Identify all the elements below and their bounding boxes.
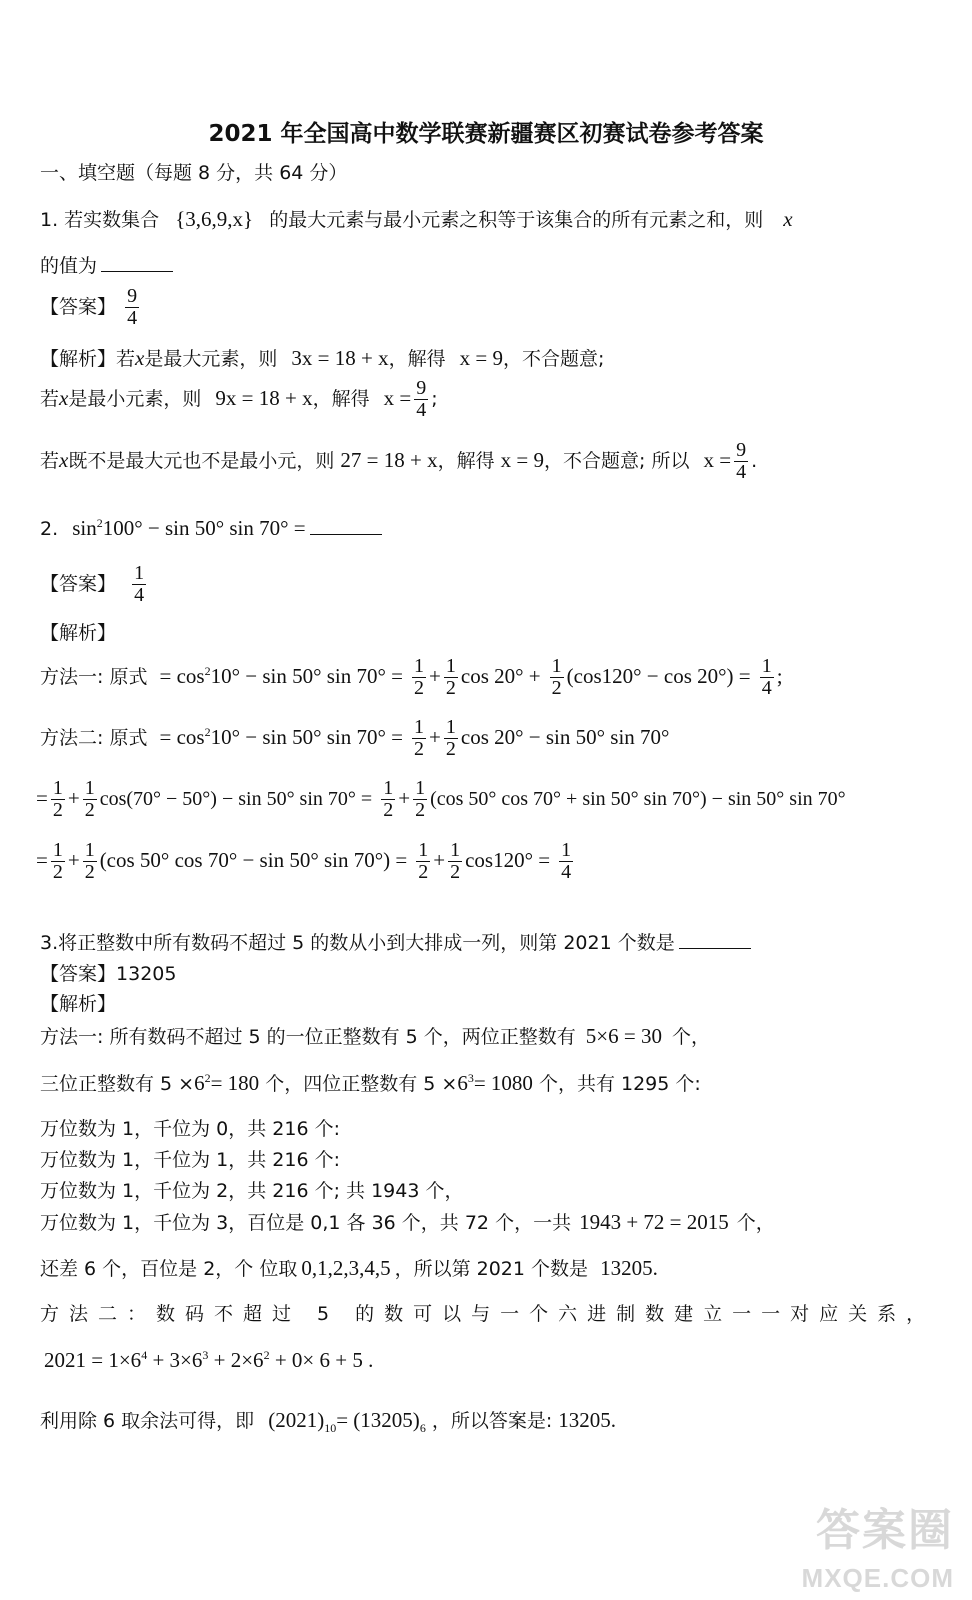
q3-row-3: 万位数为 1，千位为 2，共 216 个; 共 1943 个， <box>40 1180 464 1202</box>
q3-method-2-equation: $2021 = 1\times 6^4 + 3\times 6^3 + 2\times 6^2 + 0\times 6 + 5$ . <box>44 1348 374 1372</box>
q1-analysis-2: 若x是最小元素，则 9x = 18 + x，解得 x = $\frac{9}{4}$ ; <box>40 377 438 421</box>
answer-blank <box>101 270 173 272</box>
q3-method-2-conclusion: 利用除 6 取余法可得，即 $(2021)_{10}= (13205)_6$ ，所以答案是: 13205. <box>40 1408 617 1436</box>
page-title: 2021 年全国高中数学联赛新疆赛区初赛试卷参考答案 <box>208 121 764 147</box>
q2-analysis-label: 【解析】 <box>40 622 117 644</box>
q3-row-1: 万位数为 1，千位为 0，共 216 个: <box>40 1118 341 1140</box>
answer-blank <box>310 533 382 535</box>
q1-analysis-1: 【解析】若x是最大元素，则 3x = 18 + x，解得 x = 9，不合题意; <box>40 346 605 370</box>
q3-method-1-b: 三位正整数有 $5 \times 6^2= 180$ 个，四位正整数有 $5 \times 6^3= 1080$ 个，共有 1295 个: <box>40 1071 701 1095</box>
q3-row-2: 万位数为 1，千位为 1，共 216 个: <box>40 1149 341 1171</box>
q2-method-1: 方法一: 原式 = $\cos^210^\circ - \sin 50^\circ$ sin 70° = $\frac{1}{2}$ + $\frac{1}{2}$ cos 20° + $\frac{1}{2}$ (cos120° − cos 20°) = $\frac{1}{4}$ ; <box>40 655 783 699</box>
q2-stem: 2. $\sin^2100^\circ - \sin 50^\circ$ sin 70° = <box>40 516 382 541</box>
answer-blank <box>679 947 751 949</box>
q2-answer: 【答案】 $\frac{1}{4}$ <box>40 562 145 606</box>
q2-method-2-line-2: = $\frac{1}{2}$ + $\frac{1}{2}$ cos(70° − 50°) − sin 50° sin 70° = $\frac{1}{2}$ + $\frac{1}{2}$ (cos 50° cos 70° + sin 50° sin 70°) − sin 50° sin 70° <box>36 777 846 821</box>
q3-row-4: 万位数为 1，千位为 3，百位是 0,1 各 36 个，共 72 个，一共 1943 + 72 = 2015 个， <box>40 1210 775 1234</box>
section-heading: 一、填空题（每题 8 分，共 64 分） <box>40 162 348 184</box>
watermark-logo: 答案圈 MXQE.COM <box>801 1505 954 1593</box>
fraction: $\frac{9}{4}$ <box>127 285 138 329</box>
q2-method-2-line-3: = $\frac{1}{2}$ + $\frac{1}{2}$ (cos 50° cos 70° − sin 50° sin 70°) = $\frac{1}{2}$ + $\frac{1}{2}$ cos120° = $\frac{1}{4}$ <box>36 839 572 883</box>
q1-stem-2: 的值为 <box>40 255 173 278</box>
q3-analysis-label: 【解析】 <box>40 993 117 1015</box>
q1-analysis-3: 若x既不是最大元也不是最小元，则 27 = 18 + x，解得 x = 9，不合题意; 所以 x = $\frac{9}{4}$ . <box>40 439 758 483</box>
q3-answer: 【答案】13205 <box>40 963 177 985</box>
q1-stem: 1. 若实数集合 {3,6,9,x} 的最大元素与最小元素之积等于该集合的所有元素之和，则 x <box>40 207 793 231</box>
q3-method-2: 方法二：数码不超过 5 的数可以与一个六进制数建立一一对应关系， <box>40 1303 936 1325</box>
q3-method-1-a: 方法一: 所有数码不超过 5 的一位正整数有 5 个，两位正整数有 5×6 = 30 个， <box>40 1024 710 1048</box>
q3-row-5: 还差 6 个，百位是 2，个 位取 0,1,2,3,4,5 ，所以第 2021 个数是 13205. <box>40 1256 658 1280</box>
q2-method-2: 方法二: 原式 = $\cos^210^\circ - \sin 50^\circ$ sin 70° = $\frac{1}{2}$ + $\frac{1}{2}$ cos 20° − sin 50° sin 70° <box>40 716 670 760</box>
q1-answer: 【答案】 $\frac{9}{4}$ <box>40 285 138 329</box>
q3-stem: 3.将正整数中所有数码不超过 5 的数从小到大排成一列，则第 2021 个数是 <box>40 932 751 955</box>
